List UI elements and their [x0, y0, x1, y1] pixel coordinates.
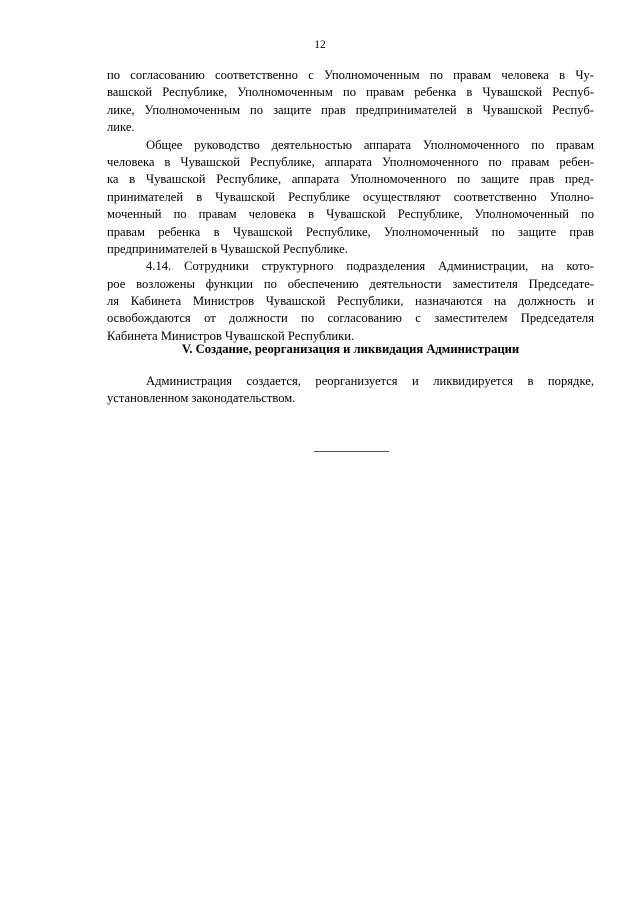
- text-line: принимателей в Чувашской Республике осуществляют соответственно Уполно-: [107, 189, 594, 204]
- paragraph-creation: [107, 373, 594, 408]
- text-line: ка в Чувашской Республике, аппарата Уполномоченного по защите прав пред-: [107, 172, 594, 187]
- text-line: предпринимателей в Чувашской Республике.: [107, 241, 348, 256]
- paragraph-general-management: [107, 137, 594, 259]
- text-line: лике, Уполномоченным по защите прав предпринимателей в Чувашской Респуб-: [107, 102, 594, 117]
- text-line: рое возложены функции по обеспечению деятельности заместителя Председате-: [107, 276, 594, 291]
- paragraph-4-14: [107, 258, 594, 345]
- text-line: правам ребенка в Чувашской Республике, Уполномоченный по защите прав: [107, 224, 594, 239]
- text-line: по согласованию соответственно с Уполномоченным по правам человека в Чу-: [107, 68, 594, 82]
- text-line: человека в Чувашской Республике, аппарата Уполномоченного по правам ребен-: [107, 154, 594, 169]
- document-body: [107, 67, 594, 345]
- text-line: моченный по правам человека в Чувашской Республике, Уполномоченный по: [107, 207, 594, 222]
- text-line: Кабинета Министров Чувашской Республики.: [107, 328, 355, 343]
- text-line: Общее руководство деятельностью аппарата Уполномоченного по правам: [146, 137, 594, 152]
- text-line: ля Кабинета Министров Чувашской Республики, назначаются на должность и: [107, 294, 594, 309]
- text-line: 4.14. Сотрудники структурного подразделения Администрации, на кото-: [146, 259, 594, 274]
- end-divider: [314, 451, 389, 452]
- text-line: вашской Республике, Уполномоченным по правам ребенка в Чувашской Респуб-: [107, 85, 594, 100]
- paragraph-continuation: [107, 67, 594, 137]
- text-line: лике.: [107, 120, 135, 135]
- page-number: 12: [314, 39, 326, 51]
- section-heading: V. Создание, реорганизация и ликвидация Администрации: [181, 342, 520, 356]
- text-line: Администрация создается, реорганизуется и ликвидируется в порядке,: [146, 374, 594, 388]
- text-line: установленном законодательством.: [107, 391, 296, 406]
- text-line: освобождаются от должности по согласованию с заместителем Председателя: [107, 311, 594, 326]
